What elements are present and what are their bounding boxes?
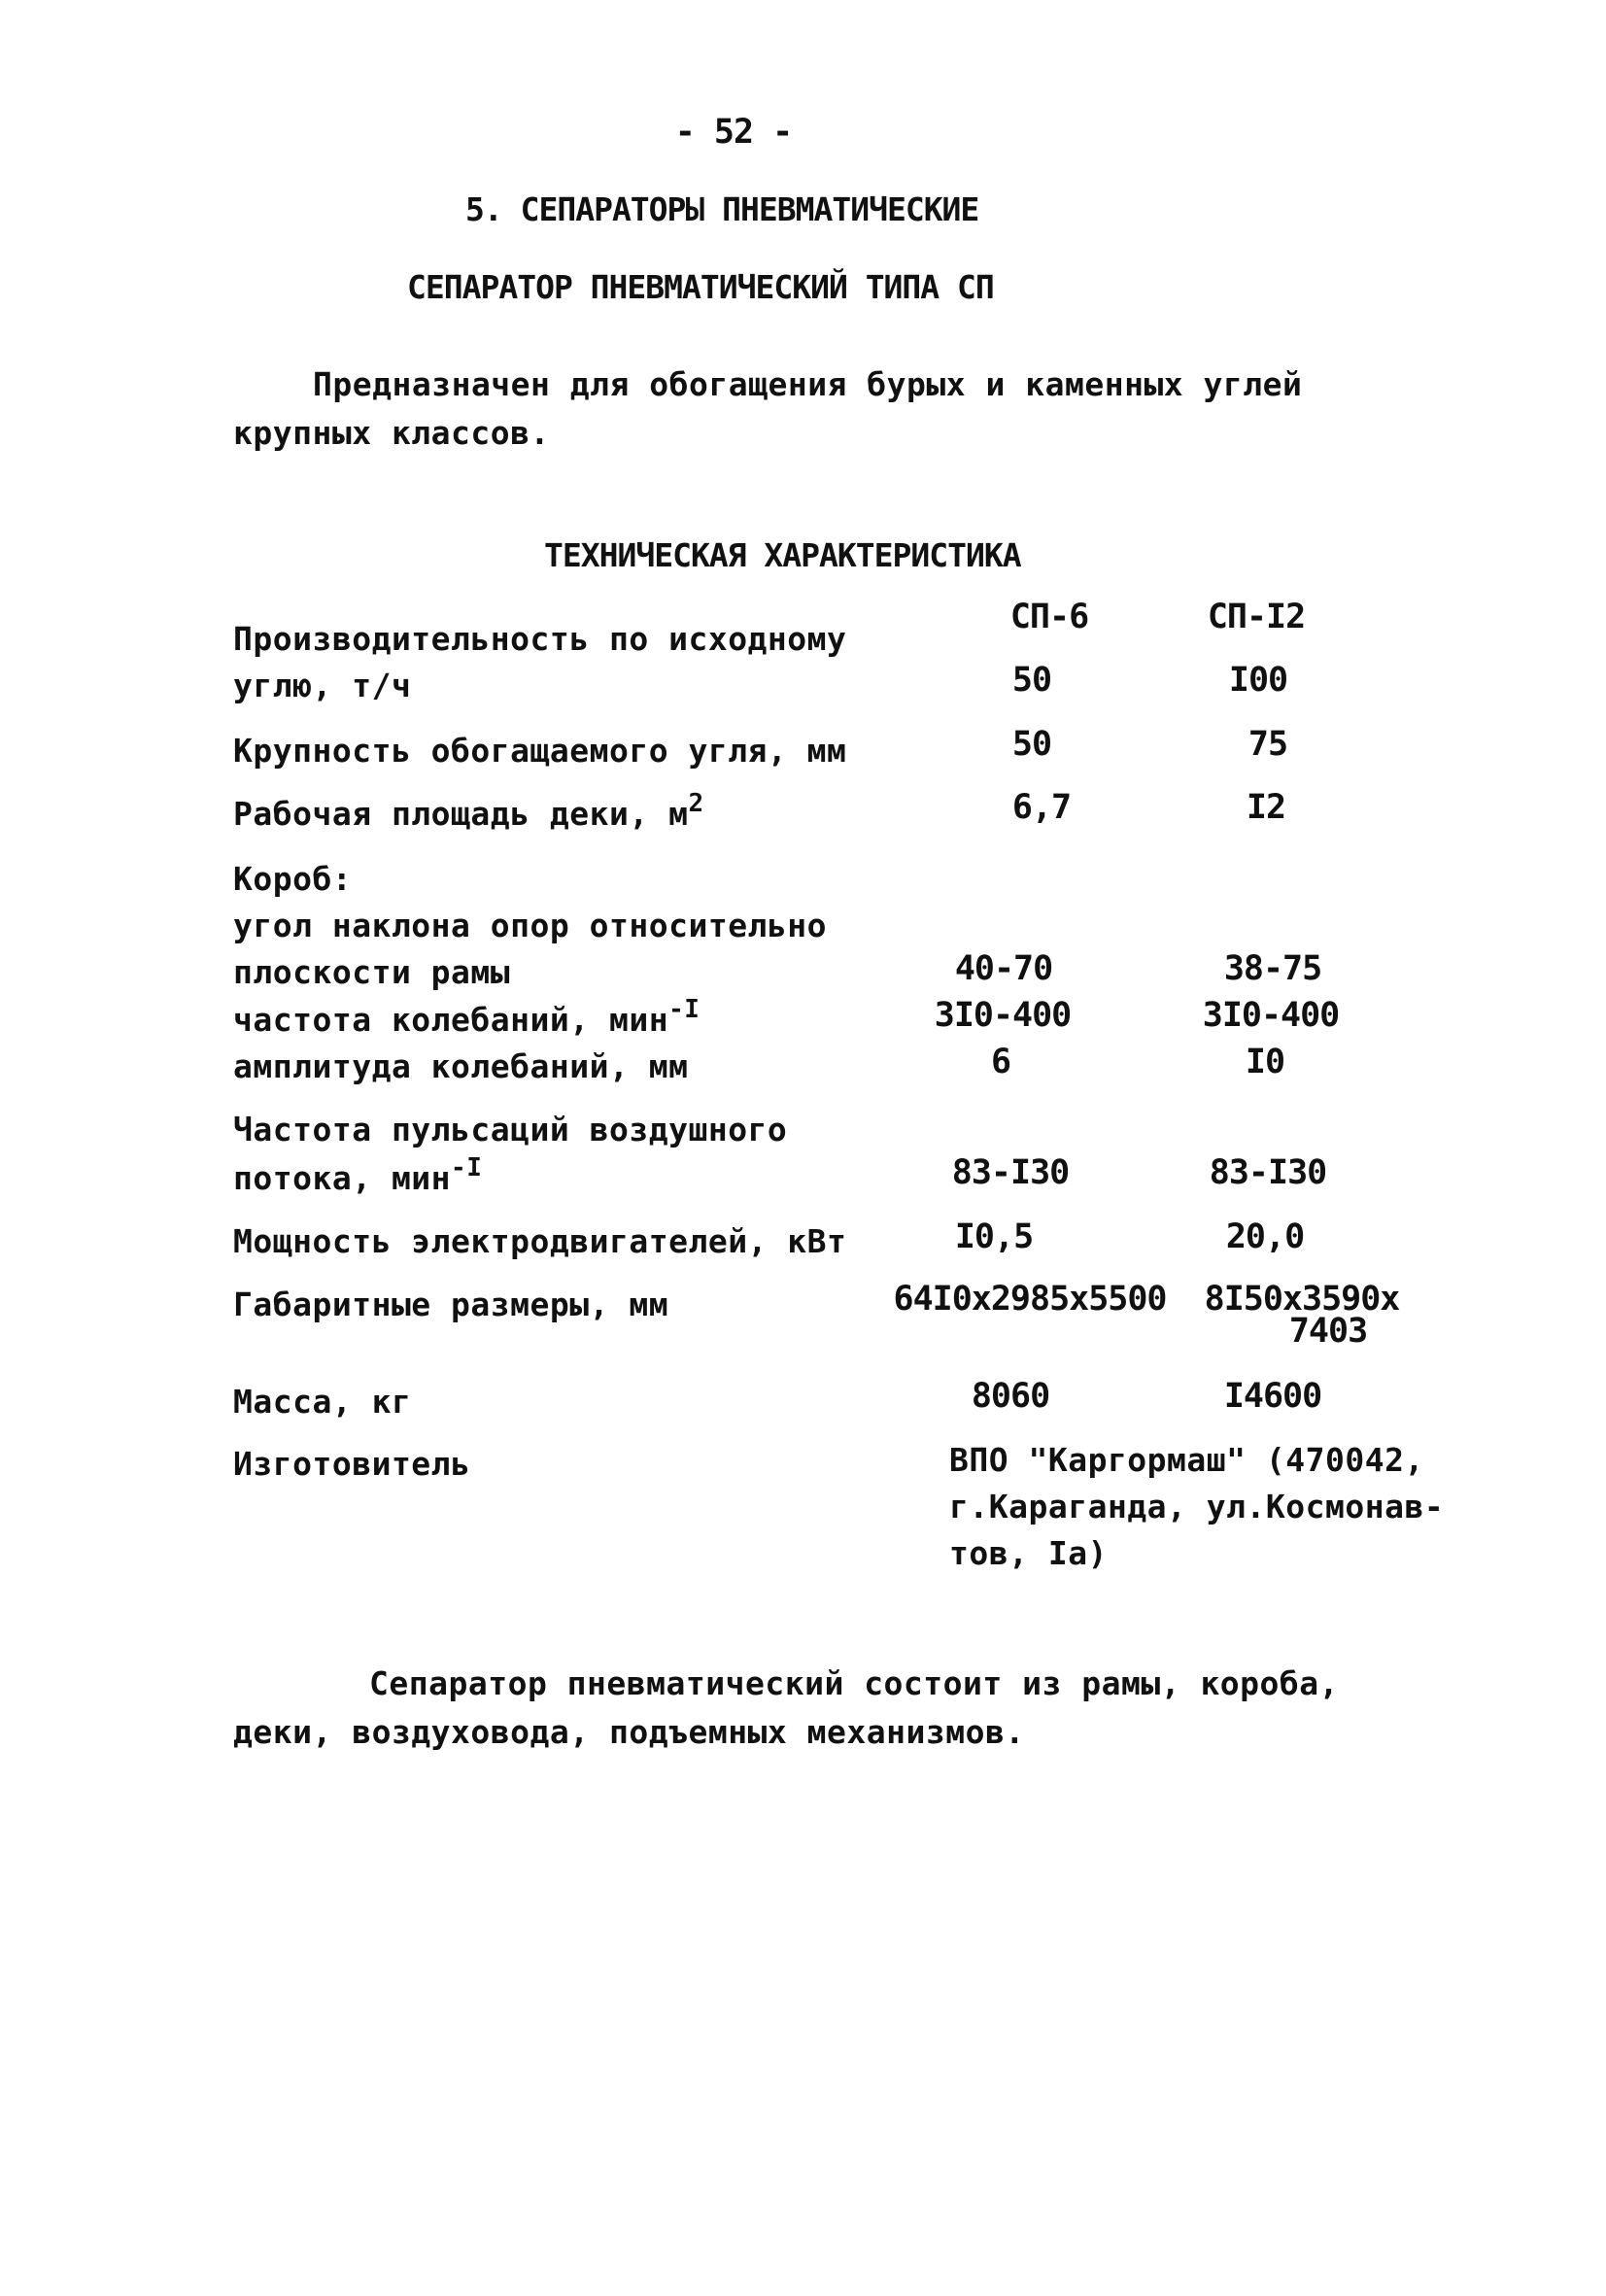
column-header-sp12: СП-I2 [1207,598,1306,636]
pulse-superscript: -I [451,1153,483,1182]
box-amp-sp12: I0 [1245,1043,1285,1081]
dims-sp12-line-2: 7403 [1288,1312,1368,1351]
mass-label: Масса, кг [233,1383,412,1421]
capacity-sp12: I00 [1228,661,1288,700]
box-angle-sp6: 40-70 [954,949,1053,988]
size-label: Крупность обогащаемого угля, мм [233,732,847,770]
capacity-sp6: 50 [1011,661,1052,700]
intro-line-2: крупных классов. [233,414,550,452]
dims-label: Габаритные размеры, мм [233,1285,669,1323]
pulse-sp12: 83-I30 [1209,1153,1327,1192]
closing-line-2: деки, воздуховода, подъемных механизмов. [233,1713,1025,1751]
box-label: Короб: [233,860,353,898]
pulse-label-2: потока, мин$^{-I}$ [233,1153,483,1197]
area-sp6: 6,7 [1011,788,1072,827]
box-freq-superscript: -I [668,995,700,1024]
power-sp6: I0,5 [954,1217,1034,1256]
capacity-label-1: Производительность по исходному [233,620,847,658]
section-title: 5. СЕПАРАТОРЫ ПНЕВМАТИЧЕСКИЕ [465,190,979,228]
size-sp6: 50 [1011,725,1052,764]
dims-sp6: 64I0x2985x5500 [893,1280,1167,1319]
area-superscript: 2 [688,789,704,818]
spec-title: ТЕХНИЧЕСКАЯ ХАРАКТЕРИСТИКА [544,536,1021,574]
maker-line-2: г.Караганда, ул.Космонав- [949,1488,1445,1525]
box-amp-label: амплитуда колебаний, мм [233,1047,689,1085]
dims-sp12-line-1: 8I50x3590x [1204,1280,1400,1319]
capacity-label-2: углю, т/ч [233,667,412,704]
pulse-label-1: Частота пульсаций воздушного [233,1111,788,1148]
column-header-sp6: СП-6 [1009,598,1089,636]
box-angle-sp12: 38-75 [1223,949,1322,988]
maker-line-1: ВПО "Каргормаш" (470042, [949,1441,1424,1479]
maker-line-3: тов, Iа) [949,1534,1108,1572]
subtitle: СЕПАРАТОР ПНЕВМАТИЧЕСКИЙ ТИПА СП [407,268,994,306]
box-angle-label-2: плоскости рамы [233,953,511,991]
power-label: Мощность электродвигателей, кВт [233,1222,847,1260]
size-sp12: 75 [1247,725,1288,764]
closing-line-1: Сепаратор пневматический состоит из рамы, короба, [369,1664,1340,1702]
box-freq-sp12: 3I0-400 [1202,996,1340,1035]
maker-label: Изготовитель [233,1445,471,1483]
area-label: Рабочая площадь деки, $м^2$ [233,789,704,833]
power-sp12: 20,0 [1225,1217,1305,1256]
box-angle-label-1: угол наклона опор относительно [233,907,828,944]
pulse-sp6: 83-I30 [951,1153,1070,1192]
intro-line-1: Предназначен для обогащения бурых и каменных углей [313,365,1303,403]
page-number: - 52 - [674,113,793,152]
box-freq-sp6: 3I0-400 [934,996,1072,1035]
box-freq-label: частота колебаний, мин$^{-I}$ [233,995,700,1039]
mass-sp12: I4600 [1223,1377,1322,1416]
area-sp12: I2 [1246,788,1286,827]
box-amp-sp6: 6 [990,1043,1011,1081]
mass-sp6: 8060 [971,1377,1050,1416]
